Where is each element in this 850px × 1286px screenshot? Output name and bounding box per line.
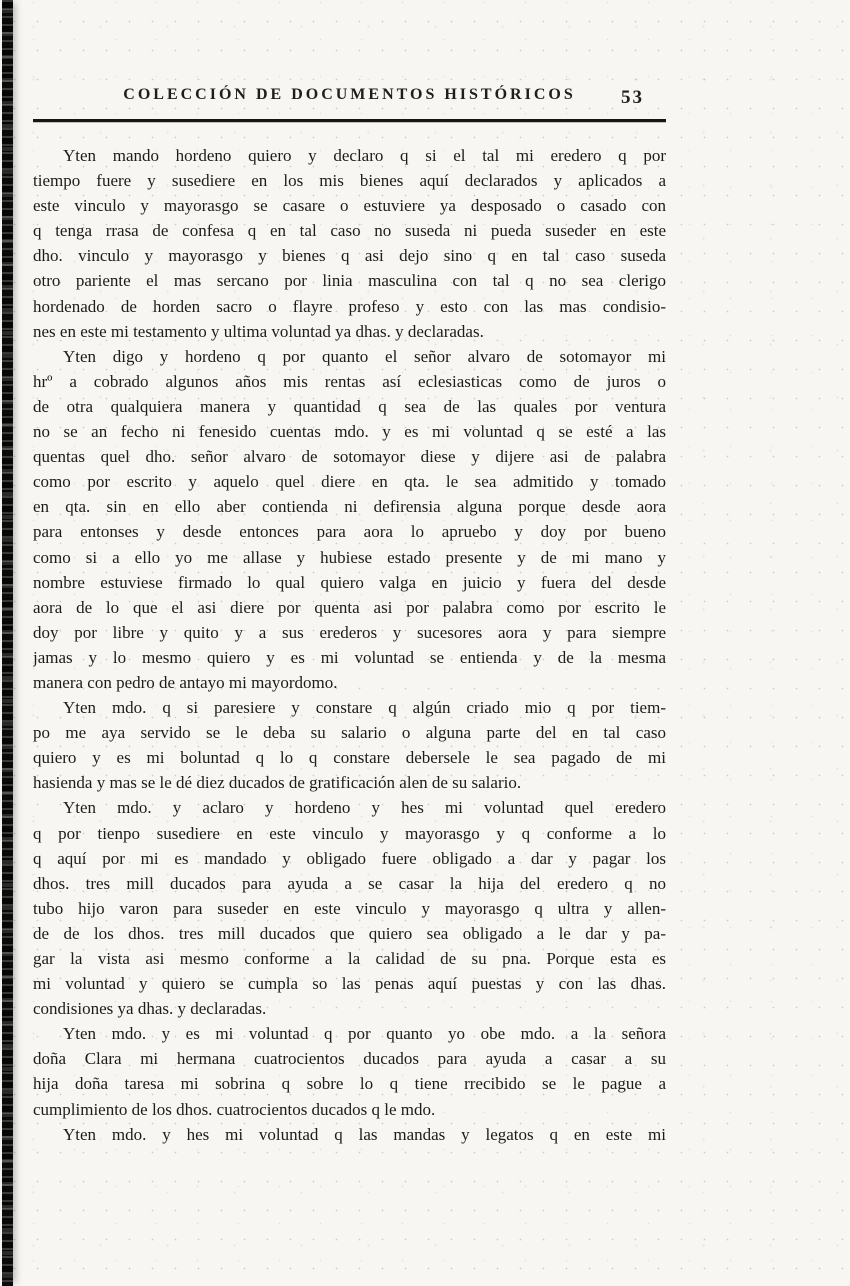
text-line: nombre estuviese firmado lo qual quiero valga en juicio y fuera del desde <box>33 572 666 592</box>
text-line: Yten mdo. y aclaro y hordeno y hes mi voluntad quel eredero <box>63 798 666 818</box>
text-line: condisiones ya dhas. y declaradas. <box>33 999 267 1019</box>
text-line: hasienda y mas se le dé diez ducados de gratificación alen de su salario. <box>33 773 522 793</box>
text-line: otro pariente el mas sercano por linia masculina con tal q no sea clerigo <box>33 271 666 291</box>
text-line: q tenga rrasa de confesa q en tal caso no suseda ni pueda suseder en este <box>33 221 666 241</box>
text-line: nes en este mi testamento y ultima voluntad ya dhas. y declaradas. <box>33 321 484 341</box>
text-line: po me aya servido se le deba su salario o alguna parte del en tal caso <box>33 723 666 743</box>
text-line: doy por libre y quito y a sus erederos y sucesores aora y para siempre <box>33 622 666 642</box>
page-number: 53 <box>621 87 644 108</box>
text-line: tiempo fuere y susediere en los mis bienes aquí declarados y aplicados a <box>33 171 666 191</box>
text-line: manera con pedro de antayo mi mayordomo. <box>33 672 338 692</box>
text-line: doña Clara mi hermana cuatrocientos ducados para ayuda a casar a su <box>33 1049 666 1069</box>
text-line: como si a ello yo me allase y hubiese estado presente y de mi mano y <box>33 547 666 567</box>
paragraph-1 <box>33 143 666 344</box>
text-line: hordenado de horden sacro o flayre profeso y esto con las mas condisio- <box>33 296 666 316</box>
text-line: q aquí por mi es mandado y obligado fuere obligado a dar y pagar los <box>33 848 666 868</box>
page-header-title: COLECCIÓN DE DOCUMENTOS HISTÓRICOS <box>123 86 576 103</box>
page-content <box>33 86 666 1147</box>
text-line: dhos. tres mill ducados para ayuda a se casar la hija del eredero q no <box>33 873 666 893</box>
text-line: de otra qualquiera manera y quantidad q sea de las quales por ventura <box>33 396 666 416</box>
text-line: Yten mando hordeno quiero y declaro q si el tal mi eredero q por <box>63 146 666 165</box>
text-line: Yten mdo. q si paresiere y constare q algún criado mio q por tiem- <box>63 698 666 718</box>
paragraph-2 <box>33 344 666 695</box>
header-rule <box>33 119 666 122</box>
paragraph-4 <box>33 795 666 1021</box>
paragraph-6 <box>33 1122 666 1147</box>
text-line: este vinculo y mayorasgo se casare o estuviere ya desposado o casado con <box>33 196 666 216</box>
page-header <box>33 86 666 116</box>
text-line: tubo hijo varon para suseder en este vinculo y mayorasgo q ultra y allen- <box>33 898 666 918</box>
text-line: q por tienpo susediere en este vinculo y mayorasgo y q conforme a lo <box>33 823 666 843</box>
document-body <box>33 143 666 1147</box>
text-line: hrº a cobrado algunos años mis rentas así eclesiasticas como de juros o <box>33 371 666 391</box>
text-line: cumplimiento de los dhos. cuatrocientos ducados q le mdo. <box>33 1099 436 1119</box>
text-line: quentas quel dho. señor alvaro de sotomayor diese y dijere asi de palabra <box>33 447 666 467</box>
text-line: en qta. sin en ello aber contienda ni defirensia alguna porque desde aora <box>33 497 666 517</box>
paragraph-5 <box>33 1021 666 1121</box>
text-line: mi voluntad y quiero se cumpla so las penas aquí puestas y con las dhas. <box>33 974 666 994</box>
binding-shadow <box>2 0 13 1286</box>
paragraph-3 <box>33 695 666 795</box>
text-line: Yten mdo. y es mi voluntad q por quanto yo obe mdo. a la señora <box>63 1024 666 1044</box>
text-line: quiero y es mi boluntad q lo q constare debersele le sea pagado de mi <box>33 748 666 768</box>
text-line: para entonses y desde entonces para aora lo apruebo y doy por bueno <box>33 522 666 542</box>
text-line: no se an fecho ni fenesido cuentas mdo. y es mi voluntad q se esté a las <box>33 422 666 442</box>
text-line: Yten mdo. y hes mi voluntad q las mandas y legatos q en este mi <box>63 1124 666 1144</box>
text-line: aora de lo que el asi diere por quenta asi por palabra como por escrito le <box>33 597 666 617</box>
text-line: Yten digo y hordeno q por quanto el señor alvaro de sotomayor mi <box>63 346 666 366</box>
text-line: como por escrito y aquelo quel diere en qta. le sea admitido y tomado <box>33 472 666 492</box>
text-line: hija doña taresa mi sobrina q sobre lo q tiene rrecibido se le pague a <box>33 1074 666 1094</box>
text-line: de de los dhos. tres mill ducados que quiero sea obligado a le dar y pa- <box>33 923 666 943</box>
text-line: dho. vinculo y mayorasgo y bienes q asi dejo sino q en tal caso suseda <box>33 246 666 266</box>
text-line: gar la vista asi mesmo conforme a la calidad de su pna. Porque esta es <box>33 949 666 968</box>
text-line: jamas y lo mesmo quiero y es mi voluntad se entienda y de la mesma <box>33 647 666 667</box>
